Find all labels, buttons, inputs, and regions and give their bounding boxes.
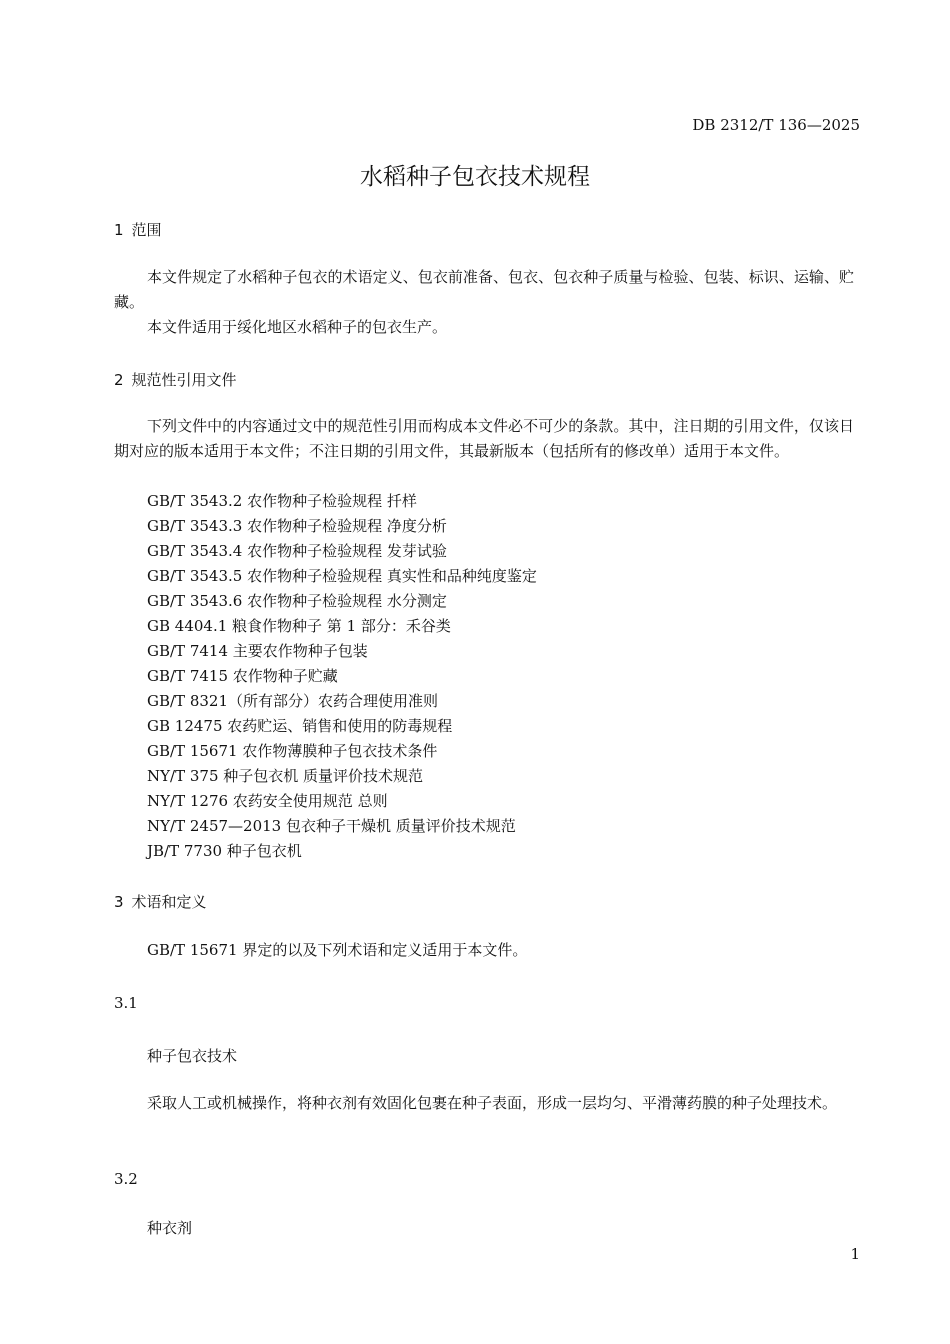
term-number: 3.1 (114, 994, 138, 1012)
reference-item: GB/T 3543.2 农作物种子检验规程 扦样 (147, 492, 417, 510)
reference-item: NY/T 375 种子包衣机 质量评价技术规范 (147, 767, 424, 785)
section-2-heading (114, 369, 237, 390)
reference-item: GB 12475 农药贮运、销售和使用的防毒规程 (147, 717, 453, 735)
reference-item: GB 4404.1 粮食作物种子 第 1 部分：禾谷类 (147, 617, 451, 635)
reference-item: NY/T 1276 农药安全使用规范 总则 (147, 792, 388, 810)
reference-item: NY/T 2457—2013 包衣种子干燥机 质量评价技术规范 (147, 817, 516, 835)
reference-item: GB/T 15671 农作物薄膜种子包衣技术条件 (147, 742, 438, 760)
section-number: 2 (114, 371, 124, 389)
section-1-paragraph-2: 本文件适用于绥化地区水稻种子的包衣生产。 (147, 318, 448, 336)
section-3-heading (114, 891, 207, 912)
reference-item: GB/T 3543.3 农作物种子检验规程 净度分析 (147, 517, 447, 535)
reference-item: JB/T 7730 种子包衣机 (147, 842, 302, 860)
reference-item: GB/T 7414 主要农作物种子包装 (147, 642, 368, 660)
section-title: 范围 (131, 221, 162, 239)
reference-item: GB/T 3543.4 农作物种子检验规程 发芽试验 (147, 542, 447, 560)
term-number: 3.2 (114, 1170, 138, 1188)
term-definition: 采取人工或机械操作，将种衣剂有效固化包裹在种子表面，形成一层均匀、平滑薄药膜的种子处理技术。 (147, 1094, 838, 1112)
page-number: 1 (850, 1245, 860, 1263)
section-number: 1 (114, 221, 124, 239)
section-1-heading (114, 219, 162, 240)
term-name: 种衣剂 (147, 1219, 193, 1237)
reference-item: GB/T 8321（所有部分）农药合理使用准则 (147, 692, 439, 710)
document-id: DB 2312/T 136—2025 (692, 116, 860, 134)
reference-item: GB/T 3543.5 农作物种子检验规程 真实性和品种纯度鉴定 (147, 567, 537, 585)
section-title: 规范性引用文件 (131, 371, 237, 389)
reference-item: GB/T 7415 农作物种子贮藏 (147, 667, 338, 685)
reference-item: GB/T 3543.6 农作物种子检验规程 水分测定 (147, 592, 447, 610)
section-2-paragraph-1: 下列文件中的内容通过文中的规范性引用而构成本文件必不可少的条款。其中，注日期的引用文件，仅该日期对应的版本适用于本文件；不注日期的引用文件，其最新版本（包括所有的修改单）适用于本文件。 (114, 417, 854, 460)
section-title: 术语和定义 (131, 893, 207, 911)
section-3-paragraph-1: GB/T 15671 界定的以及下列术语和定义适用于本文件。 (147, 941, 528, 959)
section-number: 3 (114, 893, 124, 911)
section-1-paragraph-1: 本文件规定了水稻种子包衣的术语定义、包衣前准备、包衣、包衣种子质量与检验、包装、标识、运输、贮藏。 (114, 268, 854, 311)
term-name: 种子包衣技术 (147, 1047, 238, 1065)
normative-reference-list (147, 489, 537, 864)
page-title: 水稻种子包衣技术规程 (360, 164, 590, 190)
